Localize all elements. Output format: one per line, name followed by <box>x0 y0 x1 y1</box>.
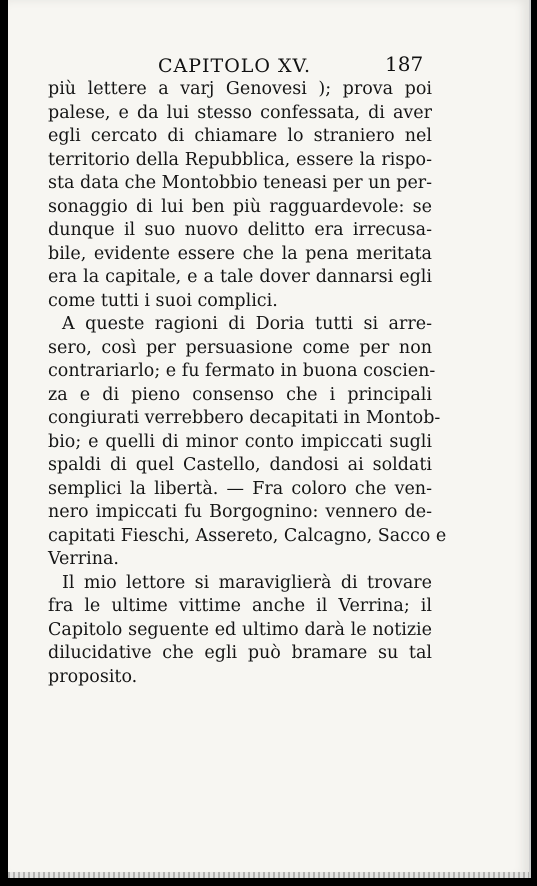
page-number: 187 <box>385 52 424 76</box>
body-text <box>48 78 447 689</box>
text-line: za e di pieno consenso che i principali <box>48 384 432 405</box>
text-line: Il mio lettore si maraviglierà di trovare <box>62 572 432 593</box>
text-line: bio; e quelli di minor conto impiccati sugli <box>48 431 432 452</box>
running-head: CAPITOLO XV. <box>158 55 311 77</box>
text-line: dilucidative che egli può bramare su tal <box>48 643 432 663</box>
text-line: semplici la libertà. — Fra coloro che ven- <box>48 478 432 499</box>
text-line: era la capitale, e a tale dover dannarsi egli <box>48 267 432 287</box>
text-line: spaldi di quel Castello, dandosi ai soldati <box>48 455 432 475</box>
text-line: sta data che Montobbio teneasi per un per- <box>48 173 433 193</box>
text-line: sonaggio di lui ben più ragguardevole: se <box>48 196 432 217</box>
book-page <box>8 0 531 878</box>
paragraph-2 <box>48 313 447 572</box>
text-line: nero impiccati fu Borgognino: vennero de- <box>48 502 432 522</box>
text-line: proposito. <box>48 666 138 687</box>
text-line: egli cercato di chiamare lo straniero nel <box>48 126 432 146</box>
text-line: dunque il suo nuovo delitto era irrecusa- <box>48 220 432 240</box>
text-line: Verrina. <box>48 549 119 569</box>
text-line: territorio della Repubblica, essere la rispo- <box>48 149 432 170</box>
text-line: più lettere a varj Genovesi ); prova poi <box>48 79 432 99</box>
text-line: palese, e da lui stesso confessata, di aver <box>48 102 432 123</box>
text-line: capitati Fieschi, Assereto, Calcagno, Sacco e <box>48 525 447 546</box>
paragraph-1 <box>48 78 432 313</box>
text-line: sero, così per persuasione come per non <box>48 337 432 358</box>
text-line: come tutti i suoi complici. <box>48 290 278 311</box>
text-line: A queste ragioni di Doria tutti si arre- <box>62 314 432 334</box>
text-line: congiurati verrebbero decapitati in Montob- <box>48 408 441 428</box>
paragraph-3 <box>48 572 432 690</box>
text-line: fra le ultime vittime anche il Verrina; il <box>48 596 432 616</box>
text-line: bile, evidente essere che la pena meritata <box>48 243 432 264</box>
text-line: Capitolo seguente ed ultimo darà le notizie <box>48 619 432 640</box>
text-line: contrariarlo; e fu fermato in buona coscien- <box>48 361 436 381</box>
